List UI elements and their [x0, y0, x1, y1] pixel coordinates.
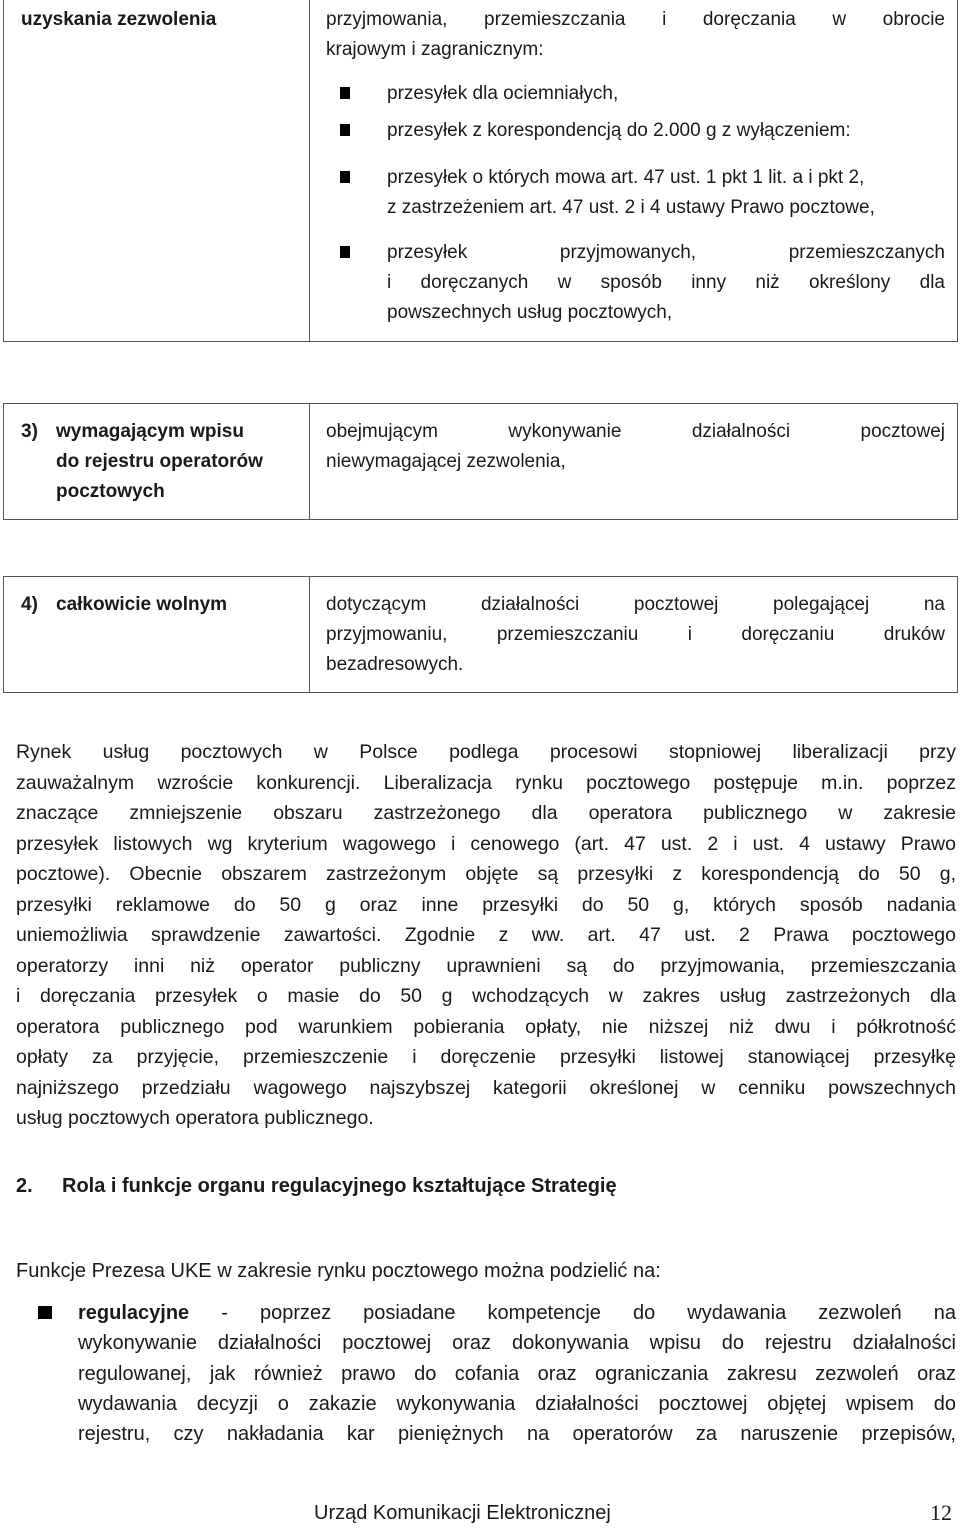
section-title: Rola i funkcje organu regulacyjnego kształtujące Strategię [62, 1175, 617, 1197]
row-content-cell [310, 0, 957, 341]
list-item: przesyłek dla ociemniałych, [387, 83, 619, 104]
table-row-3 [3, 403, 958, 520]
page-number: 12 [930, 1500, 952, 1525]
row-description: obejmującym wykonywanie działalności pocztowej niewymagającej zezwolenia, [326, 421, 945, 472]
row-number: 3) [21, 421, 38, 442]
square-bullet-icon [340, 171, 353, 184]
row-intro [326, 5, 945, 65]
intro-line: przyjmowania, przemieszczania i doręczania w obrocie [326, 9, 945, 30]
row-label-cell [4, 0, 310, 341]
list-item: przesyłek o których mowa art. 47 ust. 1 pkt 1 lit. a i pkt 2, z zastrzeżeniem art. 47 ust. 2 i 4 ustawy Prawo pocztowe, [387, 167, 875, 218]
row-label: całkowicie wolnym [56, 594, 228, 615]
term-bold: regulacyjne [78, 1302, 190, 1324]
list-item: przesyłek z korespondencją do 2.000 g z wyłączeniem: [387, 120, 851, 141]
footer-org-name: Urząd Komunikacji Elektronicznej [314, 1502, 611, 1524]
square-bullet-icon [340, 124, 353, 137]
body-paragraph: Rynek usług pocztowych w Polsce podlega procesowi stopniowej liberalizacji przy zauważalnym wzroście konkurencji. Liberalizacja rynku pocztowego postępuje m.in. poprzez znaczące zmniejszenie obszaru zastrzeżonego dla operatora publicznego w zakresie przesyłek listowych wg kryterium wagowego i cenowego (art. 47 ust. 2 i ust. 4 ustawy Prawo pocztowe). Obecnie obszarem zastrzeżonym objęte są przesyłki z korespondencją do 50 g, przesyłki reklamowe do 50 g oraz inne przesyłki do 50 g, których sposób nadania uniemożliwia sprawdzenie zawartości. Zgodnie z ww. art. 47 ust. 2 Prawa pocztowego operatorzy inni niż operator publiczny uprawnieni są do przyjmowania, przemieszczania i doręczania przesyłek o masie do 50 g wchodzących w zakres usług zastrzeżonych dla operatora publicznego pod warunkiem pobierania opłaty, nie niższej niż dwu i półkrotność opłaty za przyjęcie, przemieszczenie i doręczenie przesyłki listowej stanowiącej przesyłkę najniższego przedziału wagowego najszybszej kategorii określonej w cenniku powszechnych usług pocztowych operatora publicznego. [16, 741, 956, 1129]
row-number: 4) [21, 594, 38, 615]
row-label: uzyskania zezwolenia [21, 9, 217, 30]
square-bullet-icon [38, 1306, 52, 1319]
list-item: przesyłek przyjmowanych, przemieszczanych i doręczanych w sposób inny niż określony dla powszechnych usług pocztowych, [387, 242, 945, 323]
row-label-cell [4, 577, 310, 692]
square-bullet-icon [340, 87, 353, 100]
intro-text: Funkcje Prezesa UKE w zakresie rynku pocztowego można podzielić na: [16, 1260, 661, 1282]
row-label: wymagającym wpisu do rejestru operatorów pocztowych [56, 421, 263, 502]
row-label-cell [4, 404, 310, 519]
table-row-permit [3, 0, 958, 342]
square-bullet-icon [340, 246, 353, 259]
row-content-cell [310, 577, 957, 692]
section-number: 2. [16, 1175, 33, 1197]
page-footer [0, 1500, 960, 1530]
list-item: regulacyjne - poprzez posiadane kompetencje do wydawania zezwoleń na wykonywanie działalności pocztowej oraz dokonywania wpisu do rejestru działalności regulowanej, jak również prawo do cofania oraz ograniczania zakresu zezwoleń oraz wydawania decyzji o zakazie wykonywania działalności pocztowej objętej wpisem do rejestru, czy nakładania kar pieniężnych na operatorów za naruszenie przepisów, [78, 1302, 956, 1446]
section-heading [16, 1171, 617, 1201]
row-content-cell [310, 404, 957, 519]
row-description: dotyczącym działalności pocztowej polegającej na przyjmowaniu, przemieszczaniu i doręczaniu druków bezadresowych. [326, 594, 945, 675]
table-row-4 [3, 576, 958, 693]
intro-line: krajowym i zagranicznym: [326, 39, 544, 60]
